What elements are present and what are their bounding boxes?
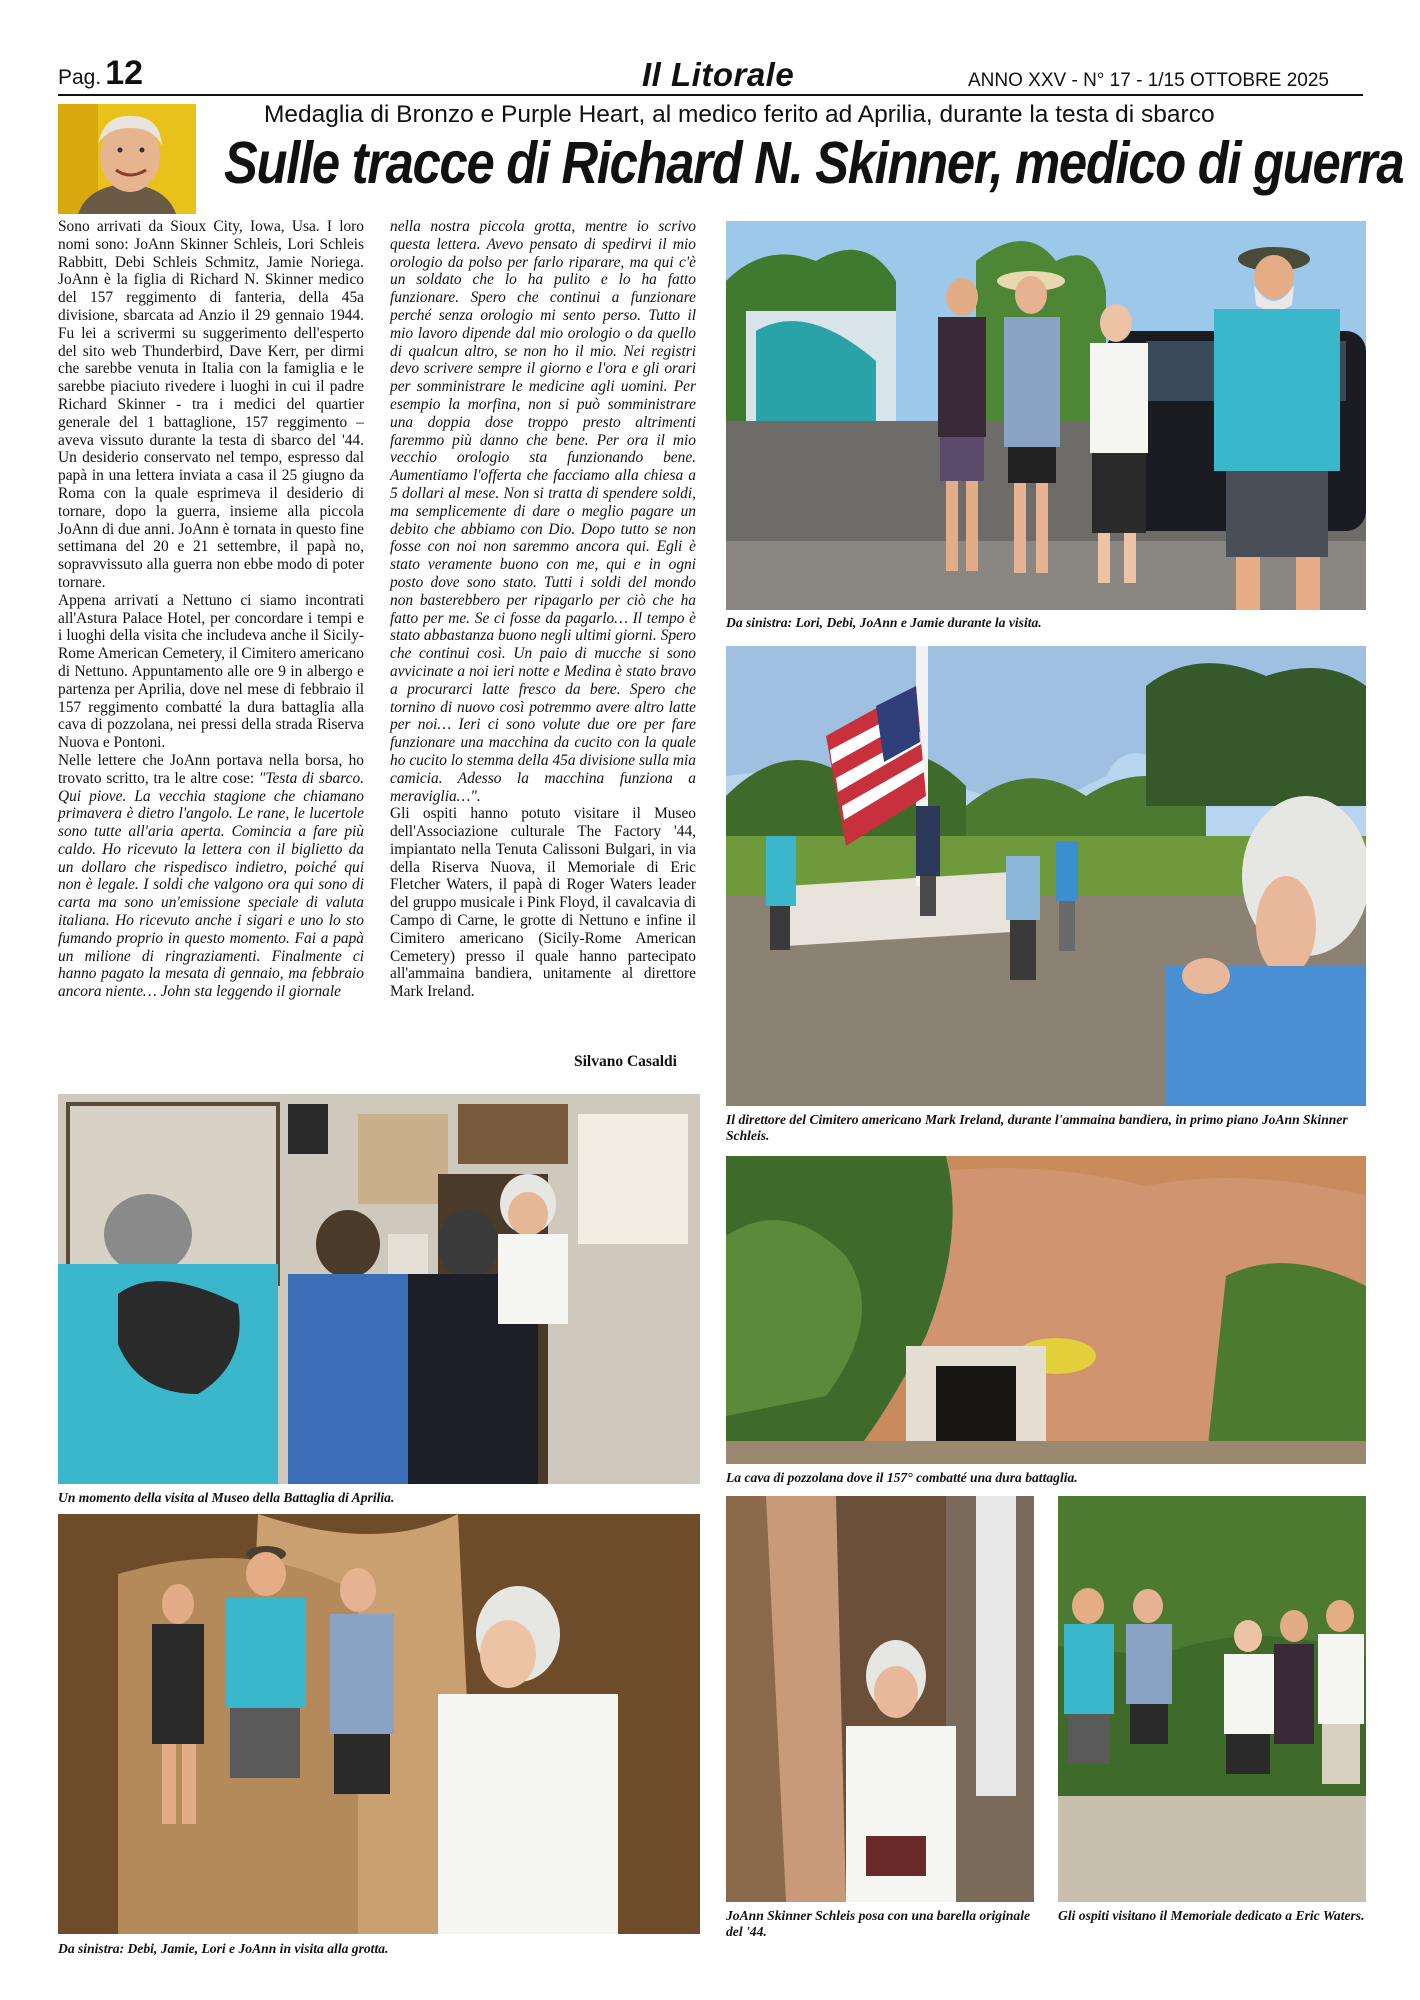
paragraph: Appena arrivati a Nettuno ci siamo incontrati all'Astura Palace Hotel, per concordare i tempi e i luoghi della visita che includeva anche il Sicily-Rome American Cemetery, il Cimitero americano di Nettuno. Appuntamento alle ore 9 in albergo e partenza per Aprilia, dove nel mese di febbraio il 157 reggimento combatté la dura battaglia alla cava di pozzolana, nei pressi della strada Riserva Nuova e Pontoni. (58, 591, 364, 752)
caption-flag-ceremony: Il direttore del Cimitero americano Mark Ireland, durante l'ammaina bandiera, in primo piano JoAnn Skinner Schleis. (726, 1112, 1348, 1143)
photo-grotto-visit (58, 1514, 700, 1934)
photo-museum-visit (58, 1094, 700, 1484)
caption-stretcher: JoAnn Skinner Schleis posa con una barella originale del '44. (726, 1908, 1031, 1939)
article-kicker: Medaglia di Bronzo e Purple Heart, al medico ferito ad Aprilia, durante la testa di sbarco (264, 101, 1215, 128)
text-column-1 (58, 218, 364, 1001)
photo-waters-memorial (1058, 1496, 1366, 1902)
author-signature: Silvano Casaldi (574, 1053, 677, 1070)
letter-quote: "Testa di sbarco. Qui piove. La vecchia stagione che chiamano primavera è dietro l'angolo. Le rane, le lucertole sono tutte all'aria aperta. Comincia a fare più caldo. Ho ricevuto la lettera con il biglietto da un dollaro che rispedisco indietro, poiché qui non è legale. I soldi che valgono ora qui sono di carta ma sono un'emissione speciale di valuta italiana. Ho ricevuto anche i sigari e uno lo sto fumando proprio in questo momento. Fai a papà un milione di ringraziamenti. Finalmente ci hanno pagato la mesata di gennaio, ma febbraio ancora niente… John sta leggendo il giornale (58, 769, 364, 1001)
issue-info: ANNO XXV - N° 17 - 1/15 OTTOBRE 2025 (968, 70, 1329, 91)
caption-pozzolana-quarry: La cava di pozzolana dove il 157° combatté una dura battaglia. (726, 1470, 1078, 1485)
caption-waters-memorial: Gli ospiti visitano il Memoriale dedicato a Eric Waters. (1058, 1908, 1365, 1923)
author-portrait (58, 104, 196, 214)
paragraph: Nelle lettere che JoAnn portava nella borsa, ho trovato scritto, tra le altre cose: "Testa di sbarco. Qui piove. La vecchia stagione che chiamano primavera è dietro l'angolo. Le rane, le lucertole sono tutte all'aria aperta. Comincia a fare più caldo. Ho ricevuto la lettera con il biglietto da un dollaro che rispedisco indietro, poiché qui non è legale. I soldi che valgono ora qui sono di carta ma sono un'emissione speciale di valuta italiana. Ho ricevuto anche i sigari e uno lo sto fumando proprio in questo momento. Fai a papà un milione di ringraziamenti. Finalmente ci hanno pagato la mesata di gennaio, ma febbraio ancora niente… John sta leggendo il giornale (58, 751, 364, 1001)
header-rule (58, 94, 1363, 96)
text-column-2 (390, 218, 696, 1001)
paragraph: Sono arrivati da Sioux City, Iowa, Usa. I loro nomi sono: JoAnn Skinner Schleis, Lori Schleis Rabbitt, Debi Schleis Schmitz, Jamie Noriega. JoAnn è la figlia di Richard N. Skinner medico del 157 reggimento di fanteria, della 45a divisione, sbarcata ad Anzio il 29 gennaio 1944. Fu lei a scrivermi su suggerimento dell'esperto del sito web Thunderbird, Dave Kerr, per dirmi che sarebbe venuta in Italia con la famiglia e le sarebbe piaciuto rivedere i luoghi in cui il padre Richard Skinner - tra i medici del quartier generale del 1 battaglione, 157 reggimento – aveva vissuto durante la testa di sbarco del '44. Un desiderio conservato nel tempo, espresso dal papà in una lettera inviata a casa il 25 giugno da Roma con la quale esprimeva il desiderio di tornare, dopo la guerra, insieme alla piccola JoAnn di due anni. JoAnn è tornata in questo fine settimana del 20 e 21 settembre, il papà no, sopravvissuto alla guerra non ebbe modo di poter tornare. (58, 218, 364, 591)
letter-quote: nella nostra piccola grotta, mentre io scrivo questa lettera. Avevo pensato di spedirvi il mio orologio da polso per farlo riparare, ma qui c'è un soldato che lo ha pulito e lo ha fatto funzionare. Spero che continui a funzionare perché senza orologio mi sento perso. Tutto il mio lavoro dipende dal mio orologio o da quello di qualcun altro, se non ho il mio. Nei registri devo scrivere sempre il giorno e l'ora e gli orari per somministrare le medicine agli uomini. Per esempio la morfina, non si può somministrare una doppia dose troppo presto altrimenti faremmo più danno che bene. Per ora il mio vecchio orologio sta funzionando bene. Aumentiamo l'offerta che facciamo alla chiesa a 5 dollari al mese. Non si tratta di spendere soldi, ma semplicemente di dare o meglio pagare un debito che abbiamo con Dio. Dopo tutto se non fosse con noi non saremmo ancora qui. Egli è stato veramente buono con me, qui e in ogni posto dove sono stato. Tutti i soldi del mondo non basterebbero per ripagarlo per ciò che ha fatto per me. Se ci fosse da pagarlo… Il tempo è stato abbastanza buono negli ultimi giorni. Spero che continui così. Un paio di mucche si sono avvicinate a noi ieri notte e Medina è stato bravo a procurarci latte fresco da bere. Spero che tornino di nuovo così potremmo avere altro latte per noi… Ieri ci sono volute due ore per fare funzionare una macchina da cucito con la quale ho cucito lo stemma della 45a divisione sulla mia camicia. Adesso la macchina funziona a meraviglia…". (390, 218, 696, 805)
paragraph: Gli ospiti hanno potuto visitare il Museo dell'Associazione culturale The Factory '44, impiantato nella Tenuta Calissoni Bulgari, in via della Riserva Nuova, il Memoriale di Eric Fletcher Waters, il papà di Roger Waters leader del gruppo musicale i Pink Floyd, il cavalcavia di Campo di Carne, le grotte di Nettuno e infine il Cimitero americano (Sicily-Rome American Cemetery) presso il quale hanno partecipato all'ammaina bandiera, unitamente al direttore Mark Ireland. (390, 805, 696, 1001)
photo-flag-ceremony (726, 646, 1366, 1106)
caption-museum-visit: Un momento della visita al Museo della Battaglia di Aprilia. (58, 1490, 395, 1505)
page-number: 12 (105, 54, 144, 92)
caption-group-visit: Da sinistra: Lori, Debi, JoAnn e Jamie durante la visita. (726, 615, 1042, 630)
article-title: Sulle tracce di Richard N. Skinner, medico di guerra (224, 130, 1404, 196)
photo-pozzolana-quarry (726, 1156, 1366, 1464)
photo-stretcher (726, 1496, 1034, 1902)
caption-grotto-visit: Da sinistra: Debi, Jamie, Lori e JoAnn in visita alla grotta. (58, 1941, 389, 1956)
photo-group-visit (726, 221, 1366, 610)
masthead: Il Litorale (642, 56, 795, 93)
page-label: Pag. 12 (58, 54, 144, 92)
